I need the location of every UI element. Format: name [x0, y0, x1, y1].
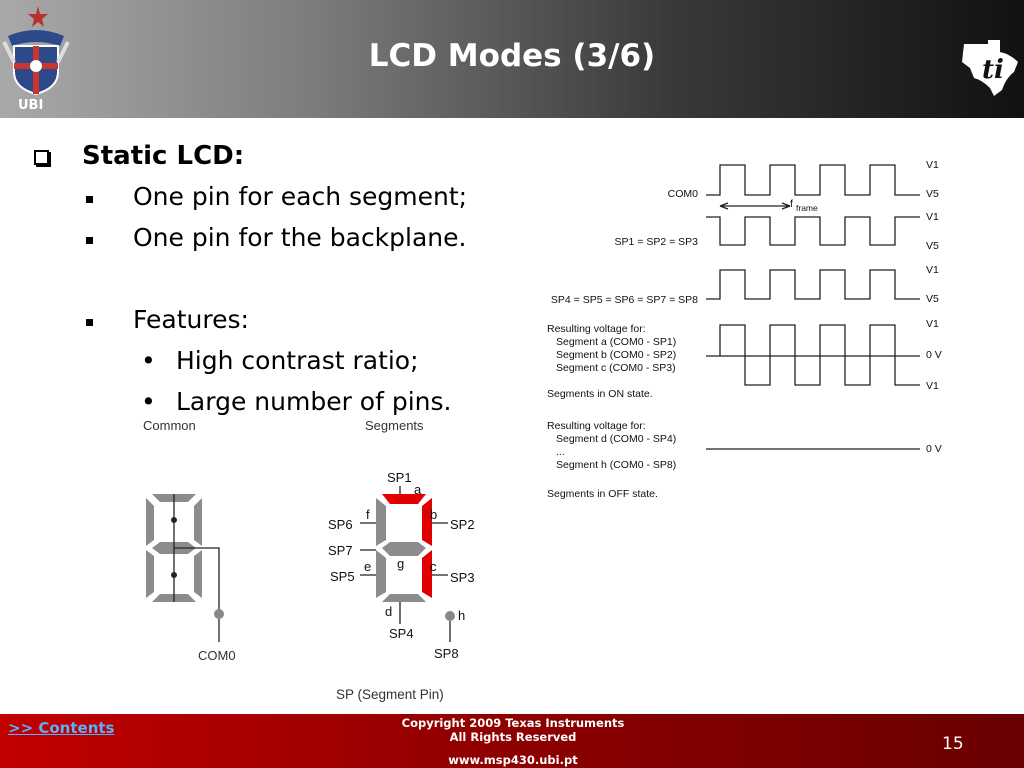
v1-label-sp123: V1 [926, 211, 939, 223]
v1-label-com0: V1 [926, 159, 939, 171]
contents-link[interactable]: >> Contents [8, 719, 115, 737]
website-url: www.msp430.ubi.pt [448, 753, 578, 767]
on-result-waveform [720, 325, 920, 385]
com0-waveform [706, 165, 920, 195]
header-bar [0, 0, 1024, 118]
svg-text:ti: ti [982, 55, 1004, 85]
pin-sp8-label: SP8 [434, 646, 459, 661]
segments-digit [376, 494, 432, 602]
segments-label: Segments [365, 418, 424, 433]
page-number: 15 [942, 734, 964, 754]
seg-g-label: g [397, 556, 405, 571]
copyright-text: Copyright 2009 Texas Instruments [401, 716, 625, 730]
v1-label-on-bottom: V1 [926, 380, 939, 392]
common-com0-label: COM0 [198, 648, 236, 663]
sp4-8-waveform [706, 270, 920, 299]
static-lcd-heading: Static LCD: [82, 141, 245, 171]
bullet-features: Features: [133, 305, 249, 334]
square-bullet-icon [86, 237, 93, 244]
on-block-line: Segment b (COM0 - SP2) [556, 349, 677, 361]
segment-e [376, 550, 386, 598]
subbullet-contrast: High contrast ratio; [176, 346, 419, 375]
pin-sp7-label: SP7 [328, 543, 353, 558]
rights-text: All Rights Reserved [449, 730, 577, 744]
off-block-line: ... [556, 446, 565, 458]
footer-bar [0, 714, 1024, 768]
slide-title: LCD Modes (3/6) [368, 38, 656, 74]
square-bullet-icon [86, 319, 93, 326]
on-block-line: Resulting voltage for: [547, 323, 646, 335]
pin-sp1-label: SP1 [387, 470, 412, 485]
segment-pin-caption: SP (Segment Pin) [336, 687, 444, 702]
common-label: Common [143, 418, 196, 433]
dot-bullet-icon: • [141, 387, 156, 416]
texas-instruments-logo-icon [960, 38, 1022, 98]
on-state-label: Segments in ON state. [547, 388, 653, 400]
com0-label: COM0 [667, 188, 698, 200]
pin-sp4-label: SP4 [389, 626, 414, 641]
segment-f [376, 498, 386, 546]
on-block-line: Segment a (COM0 - SP1) [556, 336, 677, 348]
sp123-label: SP1 = SP2 = SP3 [614, 236, 698, 248]
off-block-line: Resulting voltage for: [547, 420, 646, 432]
square-bullet-icon [86, 196, 93, 203]
pin-sp6-label: SP6 [328, 517, 353, 532]
seg-b-label: b [430, 507, 438, 522]
frame-arrow [720, 203, 790, 209]
segment-d [382, 594, 426, 602]
pin-sp2-label: SP2 [450, 517, 475, 532]
segment-g [382, 542, 426, 556]
v5-label-com0: V5 [926, 188, 939, 200]
v1-label-on-top: V1 [926, 318, 939, 330]
on-block-line: Segment c (COM0 - SP3) [556, 362, 676, 374]
zero-label-off: 0 V [926, 443, 942, 455]
segment-b [422, 498, 432, 546]
seg-h-label: h [458, 608, 466, 623]
institution-label: UBI [18, 98, 44, 113]
sp123-waveform [706, 217, 920, 245]
seg-d-label: d [385, 604, 393, 619]
segment-display-diagram [120, 412, 500, 712]
off-block-line: Segment d (COM0 - SP4) [556, 433, 677, 445]
seg-e-label: e [364, 559, 372, 574]
frame-subscript: frame [796, 203, 818, 213]
dot-bullet-icon: • [141, 346, 156, 375]
v1-label-sp4-8: V1 [926, 264, 939, 276]
segment-c [422, 550, 432, 598]
bullet-segment-pins: One pin for each segment; [133, 182, 468, 211]
v5-label-sp123: V5 [926, 240, 939, 252]
off-block-line: Segment h (COM0 - SP8) [556, 459, 677, 471]
v5-label-sp4-8: V5 [926, 293, 939, 305]
waveform-diagram [530, 150, 970, 510]
seg-c-label: c [430, 559, 437, 574]
frame-label: f [790, 198, 793, 210]
seg-a-label: a [414, 482, 422, 497]
off-state-label: Segments in OFF state. [547, 488, 658, 500]
pin-sp5-label: SP5 [330, 569, 355, 584]
subbullet-pins: Large number of pins. [176, 387, 452, 416]
zero-label-on: 0 V [926, 349, 942, 361]
checkbox-bullet-icon [34, 150, 49, 165]
sp4-8-label: SP4 = SP5 = SP6 = SP7 = SP8 [550, 294, 698, 306]
pin-sp3-label: SP3 [450, 570, 475, 585]
bullet-backplane-pin: One pin for the backplane. [133, 223, 467, 252]
seg-f-label: f [366, 507, 370, 522]
